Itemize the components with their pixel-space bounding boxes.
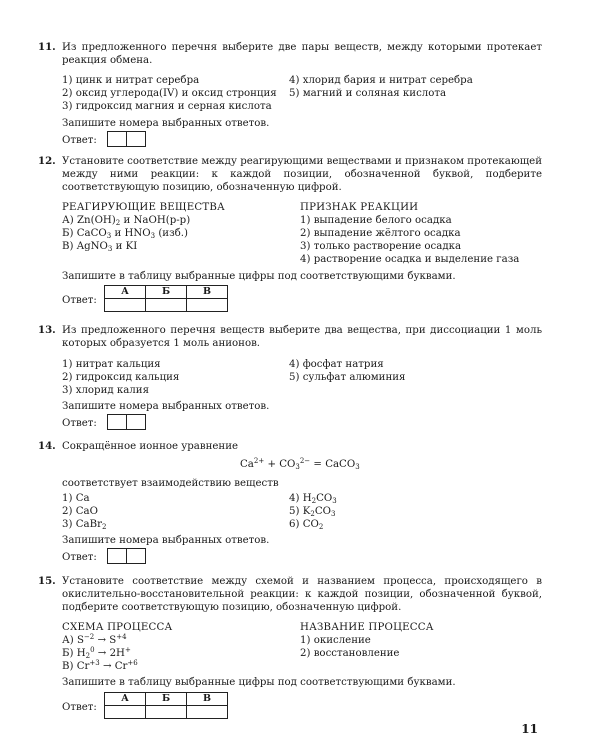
option-5: 5) магний и соляная кислота xyxy=(289,88,447,99)
right-column-header: НАЗВАНИЕ ПРОЦЕССА xyxy=(300,622,434,633)
answer-cell-b[interactable] xyxy=(146,706,187,719)
right-item-2: 2) восстановление xyxy=(300,648,400,659)
left-item-a: А) $S^{-2} \to S^{+4}$ xyxy=(62,633,127,646)
task-text: Из предложенного перечня выберите две пары веществ, между которыми протекает реакция обмена. xyxy=(62,42,542,66)
answer-cell[interactable] xyxy=(108,132,127,146)
option-2: 2) оксид углерода(IV) и оксид стронция xyxy=(62,88,277,99)
answer-cell[interactable] xyxy=(127,549,145,563)
page-number: 11 xyxy=(521,722,538,736)
instruction: Запишите в таблицу выбранные цифры под соответствующими буквами. xyxy=(62,677,456,688)
answer-cell[interactable] xyxy=(127,415,145,429)
table-header-b: Б xyxy=(146,286,187,299)
answer-box[interactable] xyxy=(107,414,146,430)
option-5: 5) сульфат алюминия xyxy=(289,372,406,383)
answer-cell-a[interactable] xyxy=(105,706,146,719)
option-3: 3) CaBr$_2$ xyxy=(62,519,107,531)
answer-table xyxy=(104,285,228,312)
option-2: 2) гидроксид кальция xyxy=(62,372,180,383)
left-item-a: А) $Zn(OH)_2$ и NaOH(р-р) xyxy=(62,215,191,227)
option-1: 1) нитрат кальция xyxy=(62,359,161,370)
task-number: 13. xyxy=(38,324,56,336)
left-item-c: В) AgNO$_3$ и KI xyxy=(62,241,138,253)
option-1: 1) цинк и нитрат серебра xyxy=(62,75,200,86)
option-3: 3) гидроксид магния и серная кислота xyxy=(62,101,272,112)
left-item-c: В) $Cr^{+3} \to Cr^{+6}$ xyxy=(62,659,138,672)
option-4: 4) фосфат натрия xyxy=(289,359,384,370)
task-text: Сокращённое ионное уравнение xyxy=(62,441,239,452)
right-item-2: 2) выпадение жёлтого осадка xyxy=(300,228,461,239)
option-1: 1) Ca xyxy=(62,493,90,504)
answer-box[interactable] xyxy=(107,548,146,564)
task-number: 15. xyxy=(38,575,56,587)
instruction: Запишите номера выбранных ответов. xyxy=(62,535,270,546)
option-2: 2) CaO xyxy=(62,506,98,517)
answer-cell[interactable] xyxy=(108,549,127,563)
answer-table xyxy=(104,692,228,719)
answer-label: Ответ: xyxy=(62,135,97,146)
right-item-1: 1) окисление xyxy=(300,635,371,646)
task-text: Установите соответствие между схемой и названием процесса, происходящего в окислительно-восстановительной реакции: к каждой позиции, обозначенной буквой, подберите соответствующую позицию, обозначенную цифрой. xyxy=(62,576,542,613)
left-item-b: Б) $H_2^0 \to 2H^+$ xyxy=(62,646,131,660)
option-6: 6) $CO_2$ xyxy=(289,519,324,531)
right-column-header: ПРИЗНАК РЕАКЦИИ xyxy=(300,202,419,213)
option-5: 5) $K_2CO_3$ xyxy=(289,506,336,518)
right-item-1: 1) выпадение белого осадка xyxy=(300,215,452,226)
answer-cell-c[interactable] xyxy=(187,706,228,719)
task-number: 11. xyxy=(38,41,56,53)
left-column-header: РЕАГИРУЮЩИЕ ВЕЩЕСТВА xyxy=(62,202,225,213)
answer-cell-b[interactable] xyxy=(146,299,187,312)
answer-cell-a[interactable] xyxy=(105,299,146,312)
task-number: 12. xyxy=(38,155,56,167)
table-header-a: А xyxy=(105,286,146,299)
answer-label: Ответ: xyxy=(62,702,97,713)
table-header-b: Б xyxy=(146,693,187,706)
right-item-3: 3) только растворение осадка xyxy=(300,241,462,252)
option-4: 4) хлорид бария и нитрат серебра xyxy=(289,75,473,86)
instruction: Запишите в таблицу выбранные цифры под соответствующими буквами. xyxy=(62,271,456,282)
answer-label: Ответ: xyxy=(62,552,97,563)
task-text-2: соответствует взаимодействию веществ xyxy=(62,478,279,489)
answer-box[interactable] xyxy=(107,131,146,147)
left-item-b: Б) CaCO$_3$ и $HNO_3$ (изб.) xyxy=(62,228,188,240)
answer-cell[interactable] xyxy=(127,132,145,146)
ionic-equation: $Ca^{2+} + CO_3^{2-}$ = CaCO$_3$ xyxy=(240,457,360,471)
answer-label: Ответ: xyxy=(62,418,97,429)
task-text: Из предложенного перечня веществ выберите два вещества, при диссоциации 1 моль которых образуется 1 моль анионов. xyxy=(62,325,542,349)
instruction: Запишите номера выбранных ответов. xyxy=(62,118,270,129)
instruction: Запишите номера выбранных ответов. xyxy=(62,401,270,412)
table-header-a: А xyxy=(105,693,146,706)
task-number: 14. xyxy=(38,440,56,452)
right-item-4: 4) растворение осадка и выделение газа xyxy=(300,254,520,265)
option-3: 3) хлорид калия xyxy=(62,385,149,396)
left-column-header: СХЕМА ПРОЦЕССА xyxy=(62,622,173,633)
option-4: 4) $H_2CO_3$ xyxy=(289,493,337,505)
table-header-c: В xyxy=(187,693,228,706)
task-text: Установите соответствие между реагирующими веществами и признаком протекающей между ними реакции: к каждой позиции, обозначенной буквой, подберите соответствующую позицию, обозначенную цифрой. xyxy=(62,156,542,193)
answer-cell-c[interactable] xyxy=(187,299,228,312)
answer-label: Ответ: xyxy=(62,295,97,306)
answer-cell[interactable] xyxy=(108,415,127,429)
table-header-c: В xyxy=(187,286,228,299)
